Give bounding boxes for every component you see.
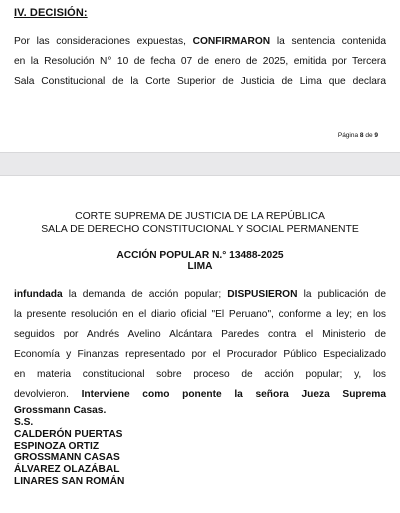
page-number-prefix: Página xyxy=(337,132,360,139)
paragraph-line xyxy=(14,52,386,72)
signature-header: S.S. xyxy=(14,417,34,428)
judge-name: CALDERÓN PUERTAS xyxy=(14,428,123,440)
text-run: Sala Constitucional de la Corte Superior de Justicia de Lima que declara xyxy=(14,76,386,87)
text-run: la demanda de acción popular; xyxy=(62,289,228,300)
bold-text-run: infundada xyxy=(14,289,63,300)
bold-text-run: DISPUSIERON xyxy=(227,289,298,300)
chamber-name: SALA DE DERECHO CONSTITUCIONAL Y SOCIAL PERMANENTE xyxy=(41,224,359,235)
paragraph-line xyxy=(14,365,386,385)
text-run: la sentencia contenida xyxy=(270,36,386,47)
text-run: en la Resolución N° 10 de fecha 07 de enero de 2025, emitida por Tercera xyxy=(14,56,386,67)
text-run: la publicación de xyxy=(297,289,386,300)
document-page-8 xyxy=(0,0,400,152)
section-heading: IV. DECISIÓN: xyxy=(14,7,88,19)
paragraph-line xyxy=(14,32,386,52)
judge-name: GROSSMANN CASAS xyxy=(14,452,120,464)
page-number-separator: de xyxy=(363,132,375,139)
paragraph-line xyxy=(14,325,386,345)
judge-name: LINARES SAN ROMÁN xyxy=(14,475,125,487)
text-run: seguidos por Andrés Avelino Alcántara Paredes contra el Ministerio de xyxy=(14,329,386,340)
page-number-total: 9 xyxy=(374,132,378,139)
text-run: la presente resolución en el diario oficial "El Peruano", conforme a ley; en los xyxy=(14,309,386,320)
bold-text-run: Interviene como ponente la señora Jueza Suprema xyxy=(81,389,386,400)
bold-text-run: CONFIRMARON xyxy=(192,36,271,47)
text-run: Por las consideraciones expuestas, xyxy=(14,36,193,47)
document-page-9 xyxy=(0,176,400,513)
page-separator xyxy=(0,152,400,176)
paragraph-line xyxy=(14,345,386,365)
paragraph-line xyxy=(14,72,386,92)
paragraph-line xyxy=(14,285,386,305)
case-title: ACCIÓN POPULAR N.° 13488-2025 xyxy=(116,250,284,261)
judge-name: ÁLVAREZ OLAZÁBAL xyxy=(14,464,120,476)
page-number xyxy=(338,132,378,139)
text-run: en materia constitucional sobre proceso de acción popular; y, los xyxy=(14,369,386,380)
signatures-block xyxy=(14,417,124,488)
judge-name: ESPINOZA ORTIZ xyxy=(14,440,100,452)
text-run: devolvieron. xyxy=(14,389,82,400)
paragraph-line xyxy=(14,305,386,325)
page-number-current: 8 xyxy=(359,132,364,139)
bold-text-run: Grossmann Casas. xyxy=(14,405,107,416)
court-name: CORTE SUPREMA DE JUSTICIA DE LA REPÚBLICA xyxy=(75,211,325,222)
text-run: Economía y Finanzas representado por el Procurador Público Especializado xyxy=(14,349,386,360)
case-place: LIMA xyxy=(187,261,213,272)
